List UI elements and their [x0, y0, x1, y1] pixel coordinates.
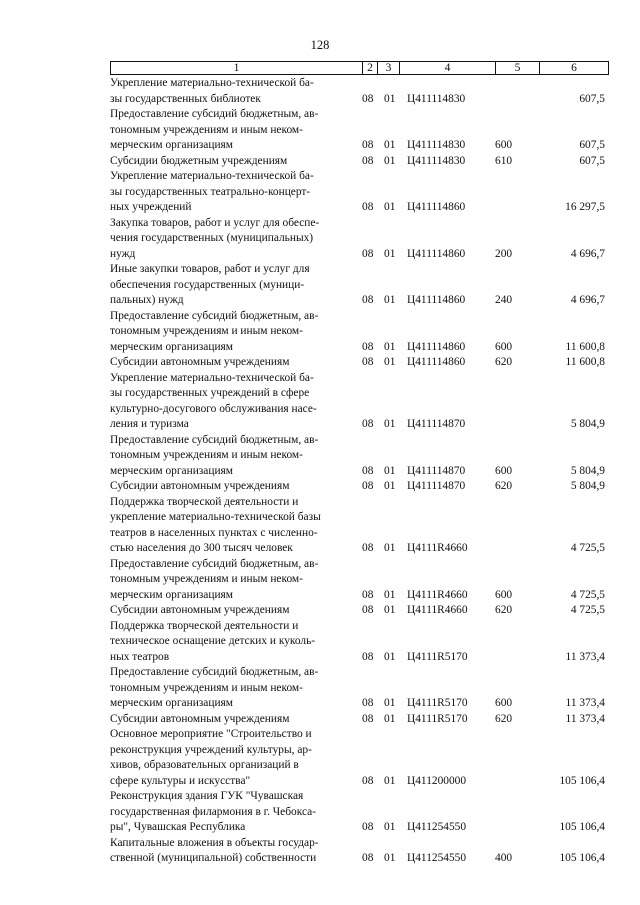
amount: 607,5	[579, 139, 605, 151]
subsection-code: 01	[384, 712, 396, 725]
description-line: Предоставление субсидий бюджетным, ав-	[110, 108, 319, 120]
amount: 4 725,5	[570, 588, 605, 601]
table-row	[110, 836, 609, 867]
row-description	[110, 836, 356, 867]
table-row	[110, 557, 609, 604]
subsection-code: 01	[384, 201, 396, 213]
target-code: Ц4111R5170	[407, 712, 468, 725]
description-line: стью населения до 300 тысяч человек	[110, 542, 293, 554]
section-code: 08	[362, 154, 374, 167]
target-code: Ц4111R4660	[407, 542, 468, 554]
description-line: Поддержка творческой деятельности и	[110, 619, 299, 632]
row-description	[110, 727, 356, 789]
target-code: Ц411114860	[407, 247, 466, 260]
section-code: 08	[362, 247, 374, 260]
section-code: 08	[362, 294, 374, 306]
row-description	[110, 619, 356, 666]
expense-type-code: 600	[495, 139, 513, 151]
table-row	[110, 495, 609, 557]
description-line: государственная филармония в г. Чебокса-	[110, 805, 317, 818]
row-description	[110, 262, 356, 309]
section-code: 08	[362, 418, 374, 430]
table-row	[110, 665, 609, 712]
table-row	[110, 479, 609, 495]
description-line: нужд	[110, 247, 136, 260]
amount: 11 373,4	[565, 650, 605, 663]
description-line: мерческим организациям	[110, 139, 233, 151]
table-row	[110, 371, 609, 433]
description-line: Субсидии автономным учреждениям	[110, 712, 290, 725]
description-line: тономным учреждениям и иным неком-	[110, 681, 303, 694]
amount: 4 725,5	[570, 542, 605, 554]
description-line: техническое оснащение детских и куколь-	[110, 635, 316, 647]
row-description	[110, 309, 356, 356]
table-row	[110, 727, 609, 789]
target-code: Ц411114830	[407, 92, 466, 105]
amount: 607,5	[579, 92, 605, 105]
expense-type-code: 600	[495, 588, 513, 601]
description-line: тономным учреждениям и иным неком-	[110, 449, 303, 461]
subsection-code: 01	[384, 697, 396, 709]
subsection-code: 01	[384, 774, 396, 787]
description-line: тономным учреждениям и иным неком-	[110, 123, 303, 136]
subsection-code: 01	[384, 542, 396, 554]
subsection-code: 01	[384, 464, 396, 477]
expense-type-code: 600	[495, 340, 513, 353]
description-line: реконструкция учреждений культуры, ар-	[110, 743, 312, 756]
subsection-code: 01	[384, 480, 396, 492]
expense-type-code: 600	[495, 464, 513, 477]
description-line: Закупка товаров, работ и услуг для обеспе-	[110, 216, 320, 229]
description-line: сфере культуры и искусства"	[110, 774, 251, 787]
amount: 11 600,8	[565, 340, 605, 353]
subsection-code: 01	[384, 650, 396, 663]
description-line: Капитальные вложения в объекты государ-	[110, 836, 319, 849]
table-row	[110, 154, 609, 170]
description-line: Предоставление субсидий бюджетным, ав-	[110, 557, 319, 570]
amount: 4 725,5	[570, 604, 605, 616]
target-code: Ц411200000	[407, 774, 467, 787]
table-header	[110, 61, 609, 75]
section-code: 08	[362, 604, 374, 616]
subsection-code: 01	[384, 139, 396, 151]
section-code: 08	[362, 821, 374, 833]
row-description	[110, 603, 356, 619]
table-row	[110, 262, 609, 309]
header-col-5: 5	[496, 62, 540, 74]
description-line: Предоставление субсидий бюджетным, ав-	[110, 309, 319, 322]
description-line: Предоставление субсидий бюджетным, ав-	[110, 433, 319, 446]
section-code: 08	[362, 139, 374, 151]
expense-type-code: 620	[495, 480, 513, 492]
table-row	[110, 107, 609, 154]
expense-type-code: 610	[495, 154, 513, 167]
description-line: Субсидии автономным учреждениям	[110, 604, 290, 616]
header-col-6: 6	[571, 62, 577, 74]
subsection-code: 01	[384, 154, 396, 167]
row-description	[110, 154, 356, 170]
description-line: ных учреждений	[110, 201, 192, 213]
description-line: зы государственных библиотек	[110, 92, 261, 105]
amount: 4 696,7	[570, 294, 605, 306]
amount: 11 373,4	[565, 697, 605, 709]
description-line: Субсидии бюджетным учреждениям	[110, 154, 288, 167]
description-line: ры", Чувашская Республика	[110, 821, 246, 833]
table-row	[110, 789, 609, 836]
amount: 5 804,9	[570, 418, 605, 430]
section-code: 08	[362, 697, 374, 709]
description-line: Иные закупки товаров, работ и услуг для	[110, 263, 310, 275]
expense-type-code: 200	[495, 247, 513, 260]
description-line: театров в населенных пунктах с численно-	[110, 526, 318, 539]
table-row	[110, 216, 609, 263]
target-code: Ц411114870	[407, 464, 466, 477]
expense-type-code: 600	[495, 697, 513, 709]
section-code: 08	[362, 201, 374, 213]
row-description	[110, 371, 356, 433]
subsection-code: 01	[384, 294, 396, 306]
table-row	[110, 76, 609, 107]
subsection-code: 01	[384, 418, 396, 430]
target-code: Ц411114870	[407, 480, 466, 492]
header-col-3: 3	[378, 62, 400, 74]
target-code: Ц411114860	[407, 356, 466, 368]
expense-type-code: 400	[495, 852, 513, 864]
description-line: мерческим организациям	[110, 340, 233, 353]
header-col-2: 2	[363, 62, 378, 74]
target-code: Ц411114830	[407, 154, 466, 167]
expense-type-code: 620	[495, 712, 513, 725]
table-row	[110, 355, 609, 371]
expense-type-code: 620	[495, 356, 513, 368]
description-line: Укрепление материально-технической ба-	[110, 371, 314, 384]
table-row	[110, 603, 609, 619]
description-line: чения государственных (муниципальных)	[110, 232, 314, 244]
target-code: Ц4111R5170	[407, 650, 468, 663]
row-description	[110, 479, 356, 495]
row-description	[110, 76, 356, 107]
section-code: 08	[362, 852, 374, 864]
subsection-code: 01	[384, 356, 396, 368]
row-description	[110, 789, 356, 836]
section-code: 08	[362, 340, 374, 353]
subsection-code: 01	[384, 92, 396, 105]
expense-type-code: 620	[495, 604, 513, 616]
description-line: обеспечения государственных (муници-	[110, 278, 305, 291]
amount: 105 106,4	[559, 774, 605, 787]
table-row	[110, 619, 609, 666]
description-line: ных театров	[110, 650, 170, 663]
section-code: 08	[362, 92, 374, 105]
row-description	[110, 712, 356, 728]
description-line: Субсидии автономным учреждениям	[110, 356, 290, 368]
target-code: Ц411114860	[407, 340, 466, 353]
row-description	[110, 169, 356, 216]
description-line: Предоставление субсидий бюджетным, ав-	[110, 666, 319, 678]
subsection-code: 01	[384, 852, 396, 864]
amount: 105 106,4	[559, 852, 605, 864]
description-line: Укрепление материально-технической ба-	[110, 77, 314, 89]
subsection-code: 01	[384, 247, 396, 260]
target-code: Ц411254550	[407, 821, 467, 833]
description-line: тономным учреждениям и иным неком-	[110, 325, 303, 337]
amount: 105 106,4	[559, 821, 605, 833]
amount: 5 804,9	[570, 464, 605, 477]
amount: 607,5	[579, 154, 605, 167]
table-row	[110, 433, 609, 480]
description-line: мерческим организациям	[110, 588, 233, 601]
description-line: культурно-досугового обслуживания насе-	[110, 402, 317, 415]
subsection-code: 01	[384, 588, 396, 601]
description-line: Укрепление материально-технической ба-	[110, 170, 314, 182]
target-code: Ц411114860	[407, 201, 466, 213]
row-description	[110, 495, 356, 557]
section-code: 08	[362, 480, 374, 492]
page-number: 128	[310, 38, 330, 52]
subsection-code: 01	[384, 821, 396, 833]
target-code: Ц411254550	[407, 852, 467, 864]
table-row	[110, 309, 609, 356]
section-code: 08	[362, 712, 374, 725]
description-line: зы государственных театрально-концерт-	[110, 185, 311, 198]
row-description	[110, 665, 356, 712]
description-line: хивов, образовательных организаций в	[110, 759, 299, 771]
description-line: тономным учреждениям и иным неком-	[110, 573, 303, 585]
section-code: 08	[362, 464, 374, 477]
header-col-1: 1	[111, 62, 363, 74]
amount: 11 373,4	[565, 712, 605, 725]
section-code: 08	[362, 774, 374, 787]
description-line: Поддержка творческой деятельности и	[110, 495, 299, 508]
description-line: ственной (муниципальной) собственности	[110, 852, 317, 864]
description-line: ления и туризма	[110, 418, 189, 430]
header-col-4: 4	[400, 62, 496, 74]
amount: 16 297,5	[565, 201, 605, 213]
row-description	[110, 355, 356, 371]
target-code: Ц4111R4660	[407, 604, 468, 616]
description-line: Субсидии автономным учреждениям	[110, 480, 290, 492]
row-description	[110, 107, 356, 154]
table-row	[110, 712, 609, 728]
section-code: 08	[362, 542, 374, 554]
description-line: Реконструкция здания ГУК "Чувашская	[110, 790, 304, 802]
description-line: Основное мероприятие "Строительство и	[110, 728, 312, 740]
section-code: 08	[362, 356, 374, 368]
subsection-code: 01	[384, 604, 396, 616]
subsection-code: 01	[384, 340, 396, 353]
amount: 4 696,7	[570, 247, 605, 260]
description-line: укрепление материально-технической базы	[110, 511, 321, 523]
section-code: 08	[362, 650, 374, 663]
amount: 11 600,8	[565, 356, 605, 368]
description-line: пальных) нужд	[110, 294, 184, 306]
section-code: 08	[362, 588, 374, 601]
row-description	[110, 216, 356, 263]
description-line: мерческим организациям	[110, 697, 233, 709]
target-code: Ц411114870	[407, 418, 466, 430]
target-code: Ц411114830	[407, 139, 466, 151]
table-row	[110, 169, 609, 216]
description-line: мерческим организациям	[110, 464, 233, 477]
row-description	[110, 433, 356, 480]
target-code: Ц4111R5170	[407, 697, 468, 709]
row-description	[110, 557, 356, 604]
target-code: Ц4111R4660	[407, 588, 468, 601]
description-line: зы государственных учреждений в сфере	[110, 387, 310, 399]
table-body	[110, 76, 609, 867]
target-code: Ц411114860	[407, 294, 466, 306]
amount: 5 804,9	[570, 480, 605, 492]
expense-type-code: 240	[495, 294, 513, 306]
